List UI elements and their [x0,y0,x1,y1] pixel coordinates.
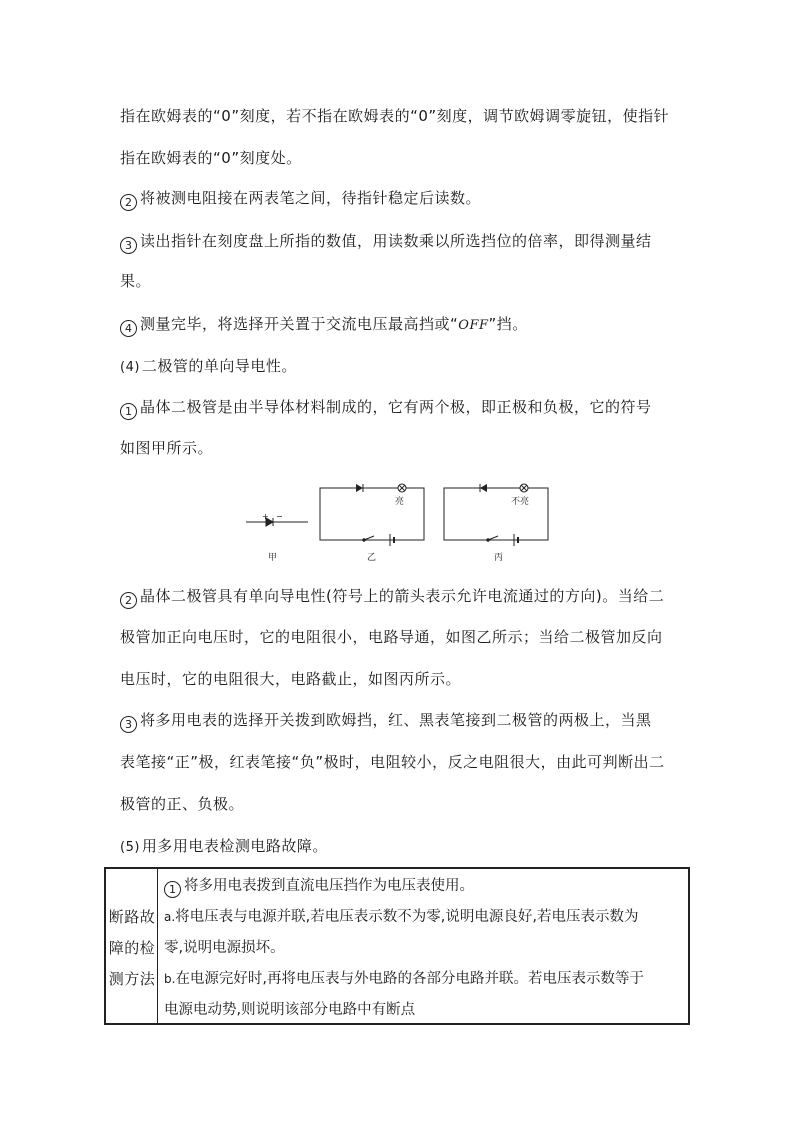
text-line: 指在欧姆表的“0”刻度，若不指在欧姆表的“0”刻度，调节欧姆调零旋钮，使指针 [120,107,670,125]
text-line: 如图甲所示。 [120,439,214,457]
step-text: 测量完毕，将选择开关置于交流电压最高挡或“ [140,315,459,333]
diode-point-3 [120,710,690,730]
cell-text: 将电压表与电源并联,若电压表示数不为零,说明电源良好,若电压表示数为 [175,909,639,925]
table-row-header [106,869,158,1023]
fault-detection-table [104,867,690,1025]
minus-sign: − [276,512,283,521]
section-5-heading [120,836,690,858]
cell-text: 将多用电表拨到直流电压挡作为电压表使用。 [184,878,474,894]
text-line: 果。 [120,272,152,290]
text-line: 极管的正、负极。 [120,795,245,813]
step-number: 4 [120,320,137,337]
fig-label-yi: 乙 [367,553,377,563]
cell-line [164,876,474,896]
step-text: 晶体二极管具有单向导电性(符号上的箭头表示允许电流通过的方向)。当给二 [140,587,665,605]
cell-line: 电源电动势,则说明该部分电路中有断点 [164,1002,416,1018]
text-line: 电压时，它的电阻很大，电路截止，如图丙所示。 [120,670,462,688]
step-number: 3 [120,237,137,254]
step-number: 1 [164,881,181,898]
plus-sign: + [262,512,269,521]
cell-line: 零,说明电源损坏。 [164,940,285,956]
step-text: 将被测电阻接在两表笔之间，待指针稳定后读数。 [140,189,482,207]
header-line: 障的检 [108,939,156,957]
fig-label-jia: 甲 [268,553,278,563]
section-title: 二极管的单向导电性。 [141,357,297,375]
step-number: 1 [120,403,137,420]
section-number: (4) [120,360,140,375]
text-line: 表笔接“正”极，红表笔接“负”极时，电阻较小，反之电阻很大，由此可判断出二 [120,753,665,771]
lamp-on-label: 亮 [395,497,405,507]
step-number: 2 [120,194,137,211]
step-text: 晶体二极管是由半导体材料制成的，它有两个极，即正极和负极，它的符号 [140,398,652,416]
diode-point-2 [120,586,690,606]
header-line: 测方法 [108,970,156,988]
step-number: 3 [120,716,137,733]
fig-label-bing: 丙 [494,553,504,563]
cell-line [164,907,639,927]
cell-text: 在电源完好时,再将电压表与外电路的各部分电路并联。若电压表示数等于 [175,971,645,987]
section-number: (5) [120,840,140,855]
header-line: 断路故 [108,908,156,926]
step-4 [120,314,690,336]
step-text: 将多用电表的选择开关拨到欧姆挡，红、黑表笔接到二极管的两极上，当黑 [140,711,652,729]
item-marker: b. [164,972,176,986]
text-line: 指在欧姆表的“0”刻度处。 [120,149,302,167]
cell-line [164,969,644,989]
step-text: ”挡。 [488,315,528,333]
off-label: OFF [458,318,489,333]
step-number: 2 [120,592,137,609]
section-title: 用多用电表检测电路故障。 [141,837,328,855]
item-marker: a. [164,910,176,924]
lamp-off-label: 不亮 [511,497,530,507]
text-line: 极管加正向电压时，它的电阻很小，电路导通，如图乙所示；当给二极管加反向 [120,628,663,646]
diode-circuit-figure [240,478,560,566]
step-text: 读出指针在刻度盘上所指的数值，用读数乘以所选挡位的倍率，即得测量结 [140,232,652,250]
step-2 [120,188,690,208]
step-3 [120,231,690,251]
diode-point-1 [120,397,690,417]
section-4-heading [120,356,690,378]
